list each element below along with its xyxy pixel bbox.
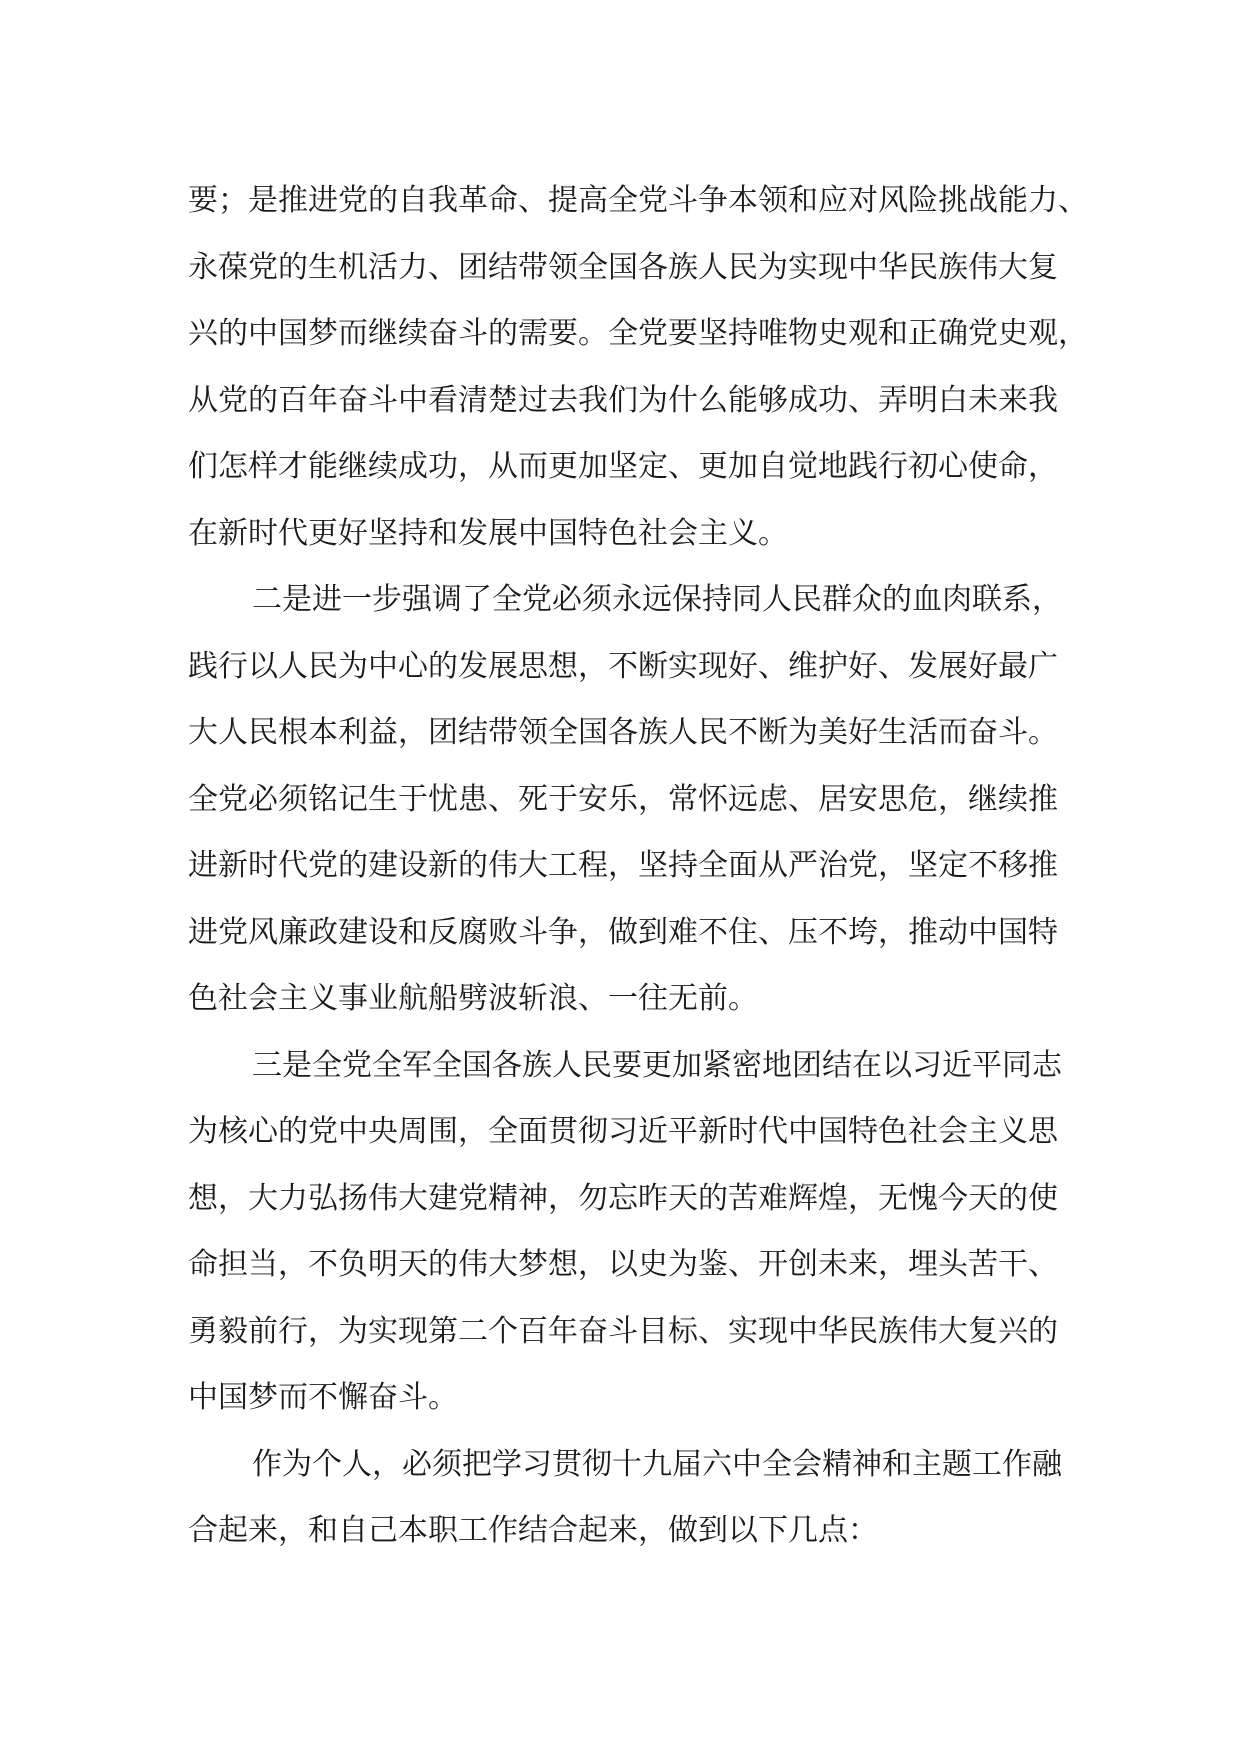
paragraph-2-line-5: 进新时代党的建设新的伟大工程，坚持全面从严治党，坚定不移推 [188, 848, 1058, 883]
paragraph-3-line-1: 三是全党全军全国各族人民要更加紧密地团结在以习近平同志 [252, 1047, 1062, 1083]
paragraph-1-line-4: 从党的百年奋斗中看清楚过去我们为什么能够成功、弄明白未来我 [188, 382, 1058, 418]
paragraph-2-line-6: 进党风廉政建设和反腐败斗争，做到难不住、压不垮，推动中国特 [188, 914, 1058, 950]
paragraph-1-line-6: 在新时代更好坚持和发展中国特色社会主义。 [188, 515, 788, 551]
paragraph-1 [188, 168, 1088, 567]
paragraph-3-line-4: 命担当，不负明天的伟大梦想，以史为鉴、开创未来，埋头苦干、 [188, 1247, 1058, 1282]
paragraph-2-line-3: 大人民根本利益，团结带领全国各族人民不断为美好生活而奋斗。 [188, 715, 1058, 750]
paragraph-2-line-4: 全党必须铭记生于忧患、死于安乐，常怀远虑、居安思危，继续推 [188, 781, 1058, 817]
paragraph-2-line-1: 二是进一步强调了全党必须永远保持同人民群众的血肉联系， [252, 582, 1062, 617]
paragraph-4-line-2: 合起来，和自己本职工作结合起来，做到以下几点： [188, 1513, 878, 1548]
paragraph-2-line-7: 色社会主义事业航船劈波斩浪、一往无前。 [188, 981, 758, 1016]
paragraph-2 [188, 567, 1062, 1033]
paragraph-3-line-6: 中国梦而不懈奋斗。 [188, 1380, 458, 1415]
paragraph-1-line-3: 兴的中国梦而继续奋斗的需要。全党要坚持唯物史观和正确党史观， [188, 316, 1088, 351]
document-body [188, 168, 1088, 1565]
paragraph-3-line-5: 勇毅前行，为实现第二个百年奋斗目标、实现中华民族伟大复兴的 [188, 1313, 1058, 1349]
paragraph-4-line-1: 作为个人，必须把学习贯彻十九届六中全会精神和主题工作融 [252, 1446, 1062, 1482]
paragraph-3 [188, 1033, 1062, 1432]
paragraph-1-line-1: 要；是推进党的自我革命、提高全党斗争本领和应对风险挑战能力、 [188, 183, 1088, 218]
paragraph-3-line-3: 想，大力弘扬伟大建党精神，勿忘昨天的苦难辉煌，无愧今天的使 [188, 1180, 1058, 1216]
paragraph-1-line-5: 们怎样才能继续成功，从而更加坚定、更加自觉地践行初心使命， [188, 449, 1058, 484]
paragraph-4 [188, 1432, 1062, 1565]
paragraph-3-line-2: 为核心的党中央周围，全面贯彻习近平新时代中国特色社会主义思 [188, 1114, 1058, 1149]
paragraph-2-line-2: 践行以人民为中心的发展思想，不断实现好、维护好、发展好最广 [188, 648, 1058, 684]
paragraph-1-line-2: 永葆党的生机活力、团结带领全国各族人民为实现中华民族伟大复 [188, 249, 1058, 285]
